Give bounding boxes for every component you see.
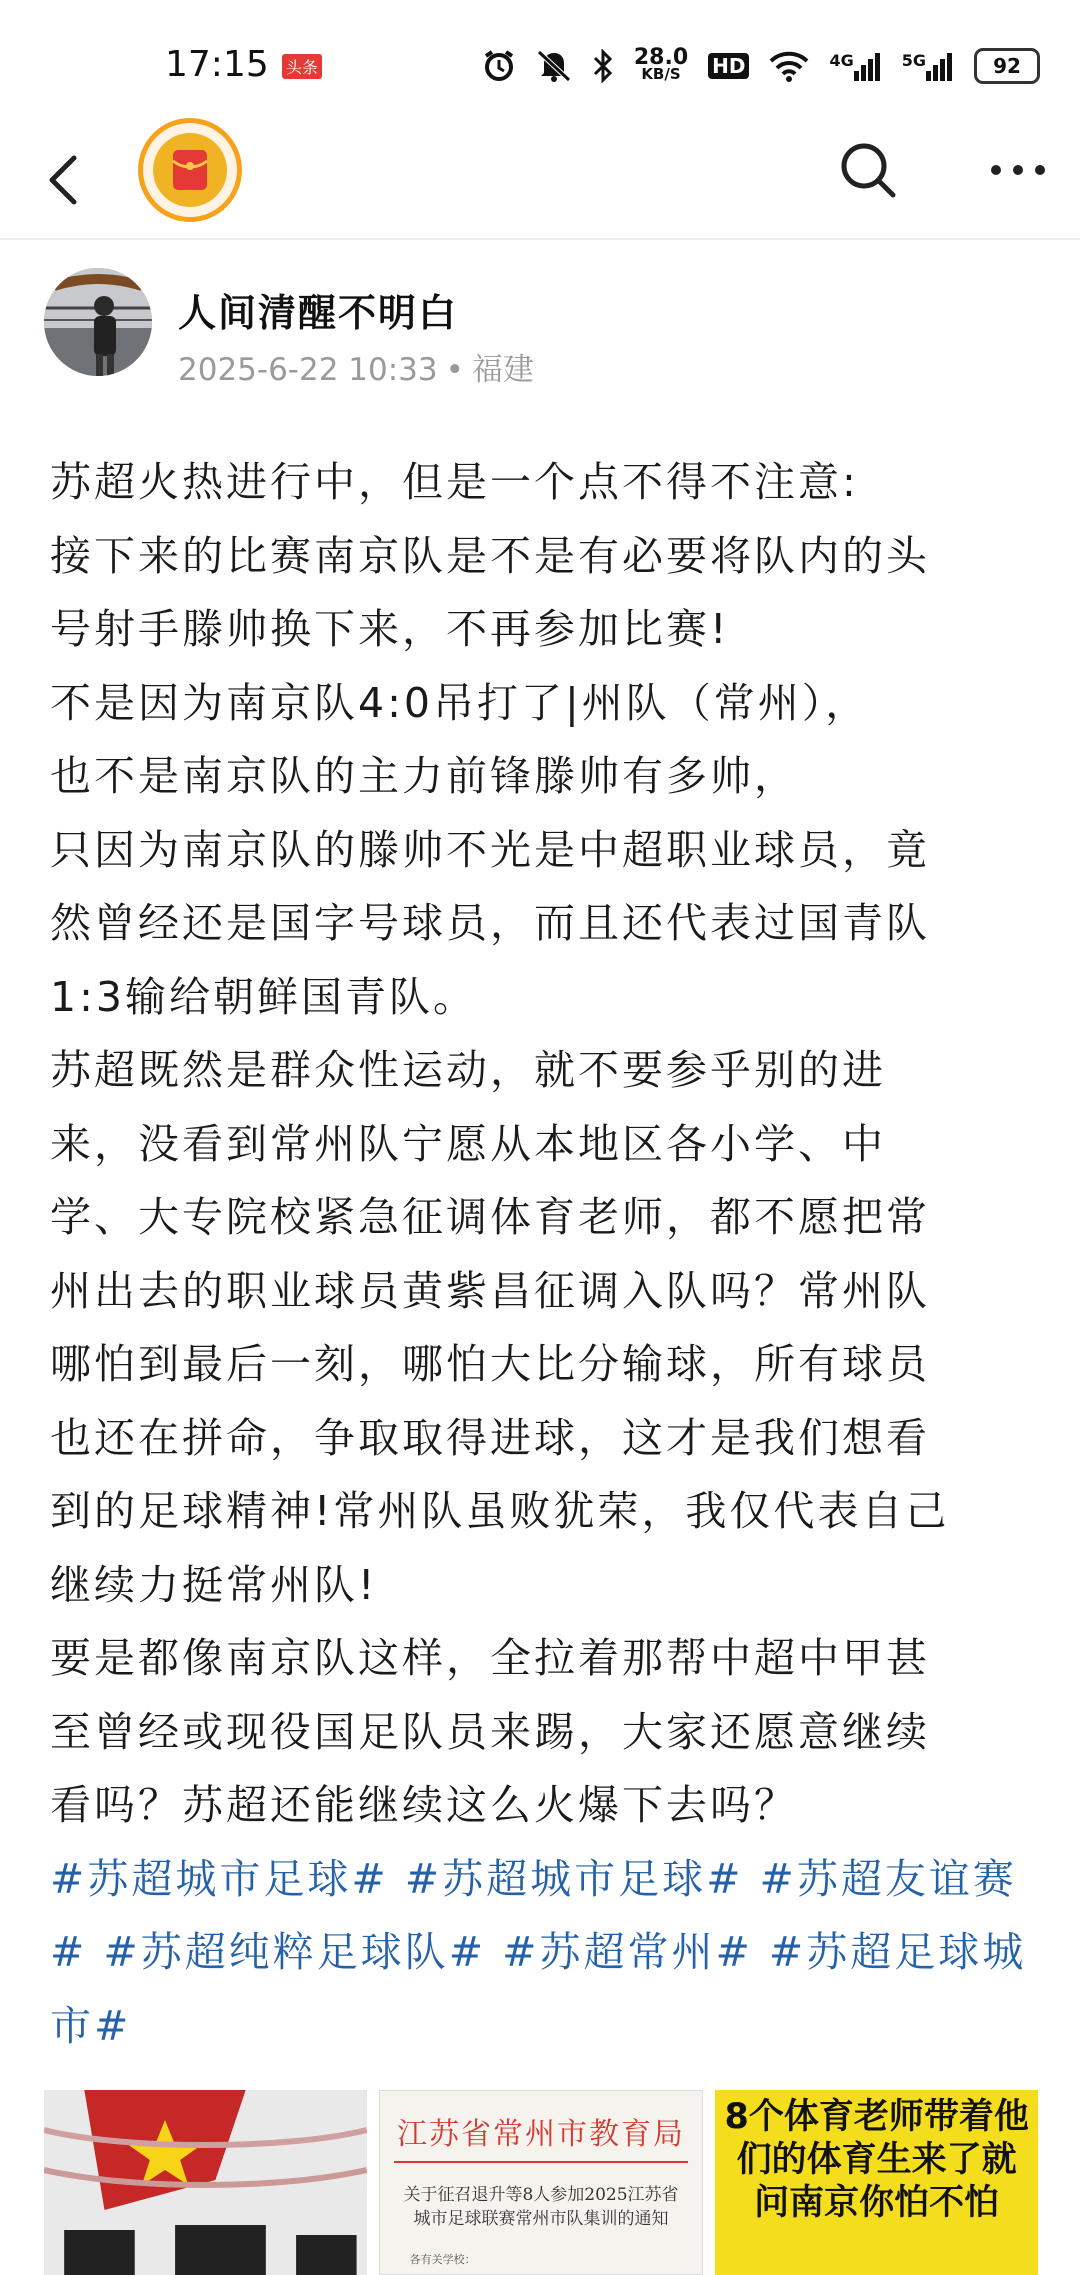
article-line: 苏超既然是群众性运动，就不要参乎别的进 — [50, 1046, 886, 1094]
article-line: 到的足球精神!常州队虽败犹荣，我仅代表自己 — [50, 1487, 950, 1535]
doc-title: 江苏省常州市教育局 — [397, 2117, 685, 2152]
article-line: 至曾经或现役国足队员来踢，大家还愿意继续 — [50, 1707, 930, 1756]
doc-divider — [394, 2161, 689, 2163]
hashtag-line[interactable]: # #苏超纯粹足球队# #苏超常州# #苏超足球城 — [50, 1928, 1027, 1976]
alarm-icon — [482, 49, 516, 83]
article-line: 州出去的职业球员黄紫昌征调入队吗？常州队 — [50, 1266, 930, 1315]
poster-text: 8个体育老师带着他们的体育生来了就问南京你怕不怕 — [724, 2097, 1029, 2223]
article-line: 号射手滕帅换下来，不再参加比赛! — [50, 605, 730, 653]
signal-4g-icon: 4G — [829, 51, 881, 81]
article-body — [50, 446, 1040, 2063]
image-gallery — [44, 2090, 1038, 2275]
thumbnail-poster[interactable] — [715, 2090, 1038, 2275]
app-notification-badge: 头条 — [282, 54, 322, 79]
thumbnail-document[interactable] — [379, 2090, 704, 2275]
net-speed: 28.0 KB/S — [633, 45, 689, 83]
status-bar — [0, 0, 1080, 125]
search-icon[interactable] — [836, 138, 900, 202]
article-line: 1:3输给朝鲜国青队。 — [50, 972, 477, 1021]
post-date: 2025-6-22 10:33 — [178, 352, 438, 388]
article-line: 继续力挺常州队! — [50, 1560, 378, 1609]
article-line: 也不是南京队的主力前锋滕帅有多帅， — [50, 752, 798, 800]
article-line: 接下来的比赛南京队是不是有必要将队内的头 — [50, 531, 930, 580]
wifi-icon — [769, 50, 809, 82]
article-line: 看吗？苏超还能继续这么火爆下去吗？ — [50, 1781, 798, 1829]
article-line: 只因为南京队的滕帅不光是中超职业球员，竟 — [50, 825, 930, 874]
hashtag-line[interactable]: #苏超城市足球# #苏超城市足球# #苏超友谊赛 — [50, 1854, 1017, 1903]
more-icon[interactable] — [978, 150, 1058, 190]
article-line: 学、大专院校紧急征调体育老师，都不愿把常 — [50, 1193, 930, 1241]
red-envelope-icon — [153, 133, 227, 207]
article-line: 苏超火热进行中，但是一个点不得不注意: — [50, 458, 859, 506]
back-arrow-icon[interactable] — [34, 144, 104, 214]
meta-separator: • — [445, 352, 464, 388]
doc-footer: 各有关学校： — [409, 2253, 476, 2266]
author-name[interactable]: 人间清醒不明白 — [178, 291, 459, 335]
post-meta — [178, 344, 534, 389]
status-time: 17:15 — [165, 44, 269, 85]
post-location: 福建 — [471, 352, 534, 388]
article-line: 要是都像南京队这样，全拉着那帮中超中甲甚 — [50, 1634, 930, 1682]
doc-body: 关于征召退升等8人参加2025江苏省城市足球联赛常州市队集训的通知 — [403, 2185, 679, 2229]
hd-icon: HD — [708, 53, 749, 79]
article-line: 来，没看到常州队宁愿从本地区各小学、中 — [50, 1119, 886, 1168]
status-icons — [482, 44, 1040, 88]
article-line: 也还在拼命，争取取得进球，这才是我们想看 — [50, 1413, 930, 1462]
article-line: 哪怕到最后一刻，哪怕大比分输球，所有球员 — [50, 1340, 930, 1388]
article-line: 然曾经还是国字号球员，而且还代表过国青队 — [50, 899, 930, 947]
author-avatar[interactable] — [44, 268, 152, 376]
thumbnail-image[interactable] — [44, 2090, 367, 2275]
article-line: 不是因为南京队4:0吊打了|州队（常州）， — [50, 678, 870, 727]
mute-icon — [536, 49, 572, 83]
bluetooth-icon — [592, 49, 614, 83]
signal-5g-icon: 5G — [902, 51, 954, 81]
battery-icon: 92 — [974, 48, 1040, 84]
hashtag-line[interactable]: 市# — [50, 2001, 132, 2050]
